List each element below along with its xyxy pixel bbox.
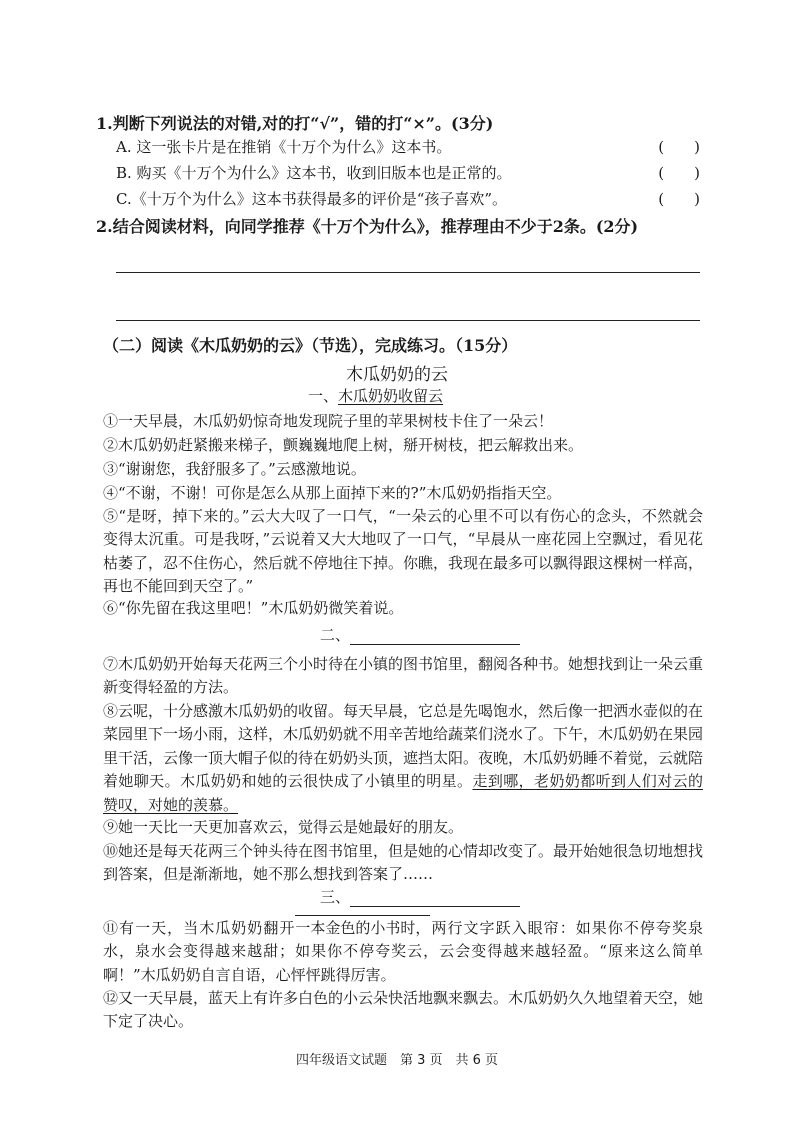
question-2: 2.结合阅读材料，向同学推荐《十万个为什么》，推荐理由不少于2条。(2分): [96, 217, 639, 236]
paragraph-1: ①一天早晨，木瓜奶奶惊奇地发现院子里的苹果树枝卡住了一朵云！: [103, 412, 554, 430]
answer-line-1[interactable]: [116, 272, 700, 273]
subheading-2-label: 二、: [320, 626, 351, 644]
paragraph-4: ④“不谢，不谢！可你是怎么从那上面掉下来的?”木瓜奶奶指指天空。: [103, 484, 562, 502]
paragraph-8: [103, 700, 703, 817]
subheading-1-title: 木瓜奶奶收留云: [338, 387, 444, 405]
paragraph-11: [103, 917, 703, 987]
subheading-3-label: 三、: [320, 888, 351, 906]
subheading-3-blank[interactable]: [350, 890, 520, 907]
option-c-text: C.《十万个为什么》这本书获得最多的评价是“孩子喜欢”。: [116, 190, 508, 208]
option-a-text: A. 这一张卡片是在推销《十万个为什么》这本书。: [116, 138, 452, 156]
paragraph-12: ⑫又一天早晨，蓝天上有许多白色的小云朵快活地飘来飘去。木瓜奶奶久久地望着天空，她下定了决心。: [103, 989, 704, 1031]
page-footer: 四年级语文试题 第 3 页 共 6 页: [295, 1053, 499, 1068]
subheading-2: [320, 624, 520, 645]
paragraph-8-text: ⑧云呢，十分感激木瓜奶奶的收留。每天早晨，它总是先喝饱水，然后像一把洒水壶似的在菜园里下一场小雨，这样，木瓜奶奶就不用辛苦地给蔬菜们浇水了。下午，木瓜奶奶在果园里干活，云像一顶大帽子似的待在奶奶头顶，遮挡太阳。夜晚，木瓜奶奶睡不着觉，云就陪着她聊天。木瓜奶奶和她的云很快成了小镇里的明星。: [103, 702, 704, 791]
paragraph-11-text-b: 两行文字跃入眼帘：如果你不停夸奖泉水，泉水会变得越来越甜；如果你不停夸奖云，云会变得越来越轻盈。“原来这么简单啊！”木瓜奶奶自言自语，心怦怦跳得厉害。: [103, 919, 703, 984]
paragraph-8-underlined-sentence: 走到哪，老奶奶都听到人们对云的赞叹，对她的羡慕。: [103, 772, 703, 814]
option-c-answer-box[interactable]: ( ): [658, 190, 700, 208]
option-a-answer-box[interactable]: ( ): [658, 138, 700, 156]
paragraph-11-text-a: ⑪有一天，当木瓜奶奶翻开: [103, 919, 296, 937]
paragraph-10: ⑩她还是每天花两三个钟头待在图书馆里，但是她的心情却改变了。最开始她很急切地想找到答案，但是渐渐地，她不那么想找到答案了……: [103, 842, 704, 884]
question-1: 1.判断下列说法的对错,对的打“√”，错的打“×”。(3分): [96, 114, 494, 133]
paragraph-11-marked-phrase: 一本金色的小书时，: [295, 917, 430, 940]
paragraph-7: ⑦木瓜奶奶开始每天花两三个小时待在小镇的图书馆里，翻阅各种书。她想找到让一朵云重新变得轻盈的方法。: [103, 655, 704, 697]
section-2-heading: （二）阅读《木瓜奶奶的云》（节选），完成练习。（15分）: [103, 336, 518, 355]
question-1-option-b: [116, 162, 706, 183]
story-title: 木瓜奶奶的云: [346, 365, 448, 385]
paragraph-6: ⑥“你先留在我这里吧！”木瓜奶奶微笑着说。: [103, 599, 404, 617]
question-1-option-c: [116, 188, 706, 209]
subheading-3: [320, 886, 520, 907]
paragraph-5: ⑤“是呀，掉下来的。”云大大叹了一口气，“一朵云的心里不可以有伤心的念头，不然就会变得太沉重。可是我呀，”云说着又大大地叹了一口气，“早晨从一座花园上空飘过，看见花枯萎了，忍不住伤心，然后就不停地往下掉。你瞧，我现在最多可以飘得跟这棵树一样高，再也不能回到天空了。”: [103, 507, 704, 596]
option-b-answer-box[interactable]: ( ): [658, 164, 700, 182]
question-1-option-a: [116, 136, 706, 157]
subheading-2-blank[interactable]: [350, 628, 520, 645]
paragraph-9: ⑨她一天比一天更加喜欢云，觉得云是她最好的朋友。: [103, 818, 464, 836]
paragraph-2: ②木瓜奶奶赶紧搬来梯子，颤巍巍地爬上树，掰开树枝，把云解救出来。: [103, 436, 584, 454]
answer-line-2[interactable]: [116, 320, 700, 321]
subheading-1-label: 一、: [308, 387, 339, 405]
subheading-1: [308, 385, 443, 406]
paragraph-3: ③“谢谢您，我舒服多了。”云感激地说。: [103, 460, 366, 478]
option-b-text: B. 购买《十万个为什么》这本书，收到旧版本也是正常的。: [116, 164, 512, 182]
